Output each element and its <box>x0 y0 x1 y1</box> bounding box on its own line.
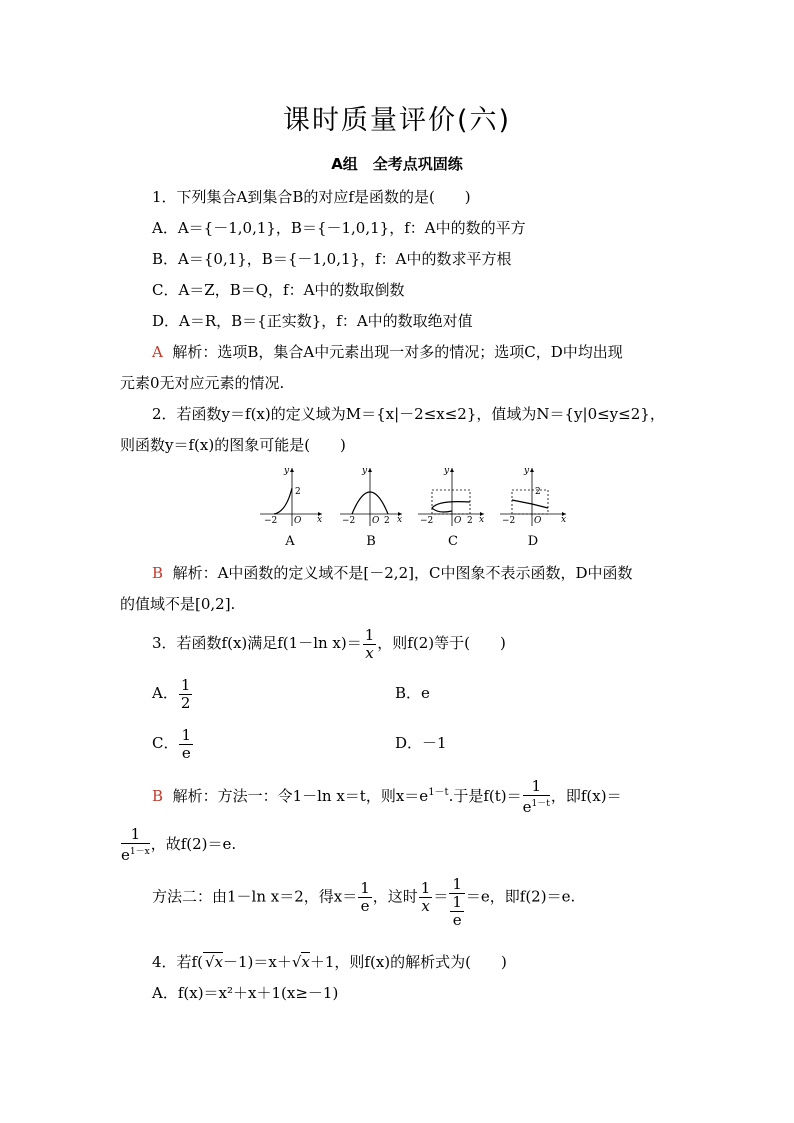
graph-d-line <box>512 500 548 508</box>
x-axis-label: x <box>479 515 485 525</box>
q1-answer-text1: 解析：选项B，集合A中元素出现一对多的情况；选项C，D中均出现 <box>172 343 623 361</box>
two-label: 2 <box>467 516 473 526</box>
figure-label-a: A <box>285 534 295 549</box>
y-axis-label: y <box>284 466 290 476</box>
q3-stem-post: ，则f(2)等于( ) <box>377 634 506 652</box>
graph-c <box>418 466 484 526</box>
graph-d <box>500 466 566 526</box>
figure-label-c: C <box>448 534 458 549</box>
graph-c-curve <box>432 502 470 512</box>
origin-label: O <box>372 516 380 526</box>
graph-b <box>340 466 402 526</box>
y-axis-label: y <box>362 466 368 476</box>
q3-answer-letter: B <box>152 787 164 805</box>
y-axis-label: y <box>524 466 530 476</box>
neg2-label: −2 <box>420 516 434 526</box>
q2-stem-1: 2．若函数y＝f(x)的定义域为M＝{x|－2≤x≤2}，值域为N＝{y|0≤y≤2}， <box>152 405 665 423</box>
q3-answer-method2: 方法二：由1－ln x＝2，得x＝ $\frac{1}{e}$ ，这时 $\frac{1}{x}$ ＝ $\frac{1}{\frac{1}{e}}$ ＝e，即f(2)＝e. <box>152 875 576 929</box>
q2-figures <box>256 464 576 534</box>
q4-option-a: A．f(x)＝x²＋x＋1(x≥－1) <box>152 984 339 1002</box>
q3-stem <box>152 625 506 662</box>
q2-answer <box>152 563 632 583</box>
origin-label: O <box>534 516 542 526</box>
q2-answer-cont: 的值域不是[0,2]. <box>120 595 236 613</box>
q2-answer-text1: 解析：A中函数的定义域不是[－2,2]，C中图象不表示函数，D中函数 <box>172 564 633 582</box>
graph-a-curve <box>274 488 292 514</box>
q1-option-d: D．A＝R，B＝{正实数}，f：A中的数取绝对值 <box>152 312 473 330</box>
q3-stem-pre: 3．若函数f(x)满足f(1－ln x)＝ <box>152 634 362 652</box>
q3-answer-method1: B 解析：方法一：令1－ln x＝t，则$x=e^{1-t}$.于是f(t)＝ $\frac{1}{e^{1-t}}$ ，即f(x)＝ <box>152 777 622 816</box>
graph-a <box>260 466 322 526</box>
q1-stem: 1．下列集合A到集合B的对应f是函数的是( ) <box>152 188 471 206</box>
x-axis-label: x <box>397 515 403 525</box>
x-axis-label: x <box>317 515 323 525</box>
q3-option-c: C． $\frac{1}{e}$ <box>152 725 192 762</box>
q3-stem-frac: $\frac{1}{x}$ <box>364 625 375 662</box>
q1-answer-letter: A <box>152 343 163 361</box>
q2-stem-2: 则函数y＝f(x)的图象可能是( ) <box>120 436 346 454</box>
origin-label: O <box>294 516 302 526</box>
figure-label-b: B <box>366 534 376 549</box>
x-axis-label: x <box>561 515 567 525</box>
section-title: A组 全考点巩固练 <box>331 155 463 173</box>
neg2-label: −2 <box>264 516 278 526</box>
neg2-label: −2 <box>342 516 356 526</box>
q1-answer-cont: 元素0无对应元素的情况. <box>120 374 285 392</box>
q1-option-b: B．A＝{0,1}，B＝{－1,0,1}，f：A中的数求平方根 <box>152 250 512 268</box>
neg2-label: −2 <box>502 516 516 526</box>
two-label: 2 <box>295 487 301 497</box>
y-axis-label: y <box>444 466 450 476</box>
q3-option-b: B．e <box>395 684 430 702</box>
page-title: 课时质量评价(六) <box>282 105 512 136</box>
q2-answer-letter: B <box>152 564 164 582</box>
q4-stem: 4．若f( √x－1)＝x＋√x＋1，则f(x)的解析式为( ) <box>152 953 507 971</box>
q1-option-a: A．A＝{－1,0,1}，B＝{－1,0,1}，f：A中的数的平方 <box>152 219 526 237</box>
q1-answer <box>152 342 623 362</box>
origin-label: O <box>454 516 462 526</box>
two-label: 2 <box>535 487 541 497</box>
q3-answer-method1-cont: $\frac{1}{e^{1-x}}$ ，故f(2)＝e. <box>121 825 237 864</box>
q3-option-a: A． $\frac{1}{2}$ <box>152 675 191 712</box>
q1-option-c: C．A＝Z，B＝Q，f：A中的数取倒数 <box>152 281 405 299</box>
two-label: 2 <box>384 516 390 526</box>
q3-option-d: D．－1 <box>395 734 447 752</box>
figure-label-d: D <box>527 534 539 549</box>
